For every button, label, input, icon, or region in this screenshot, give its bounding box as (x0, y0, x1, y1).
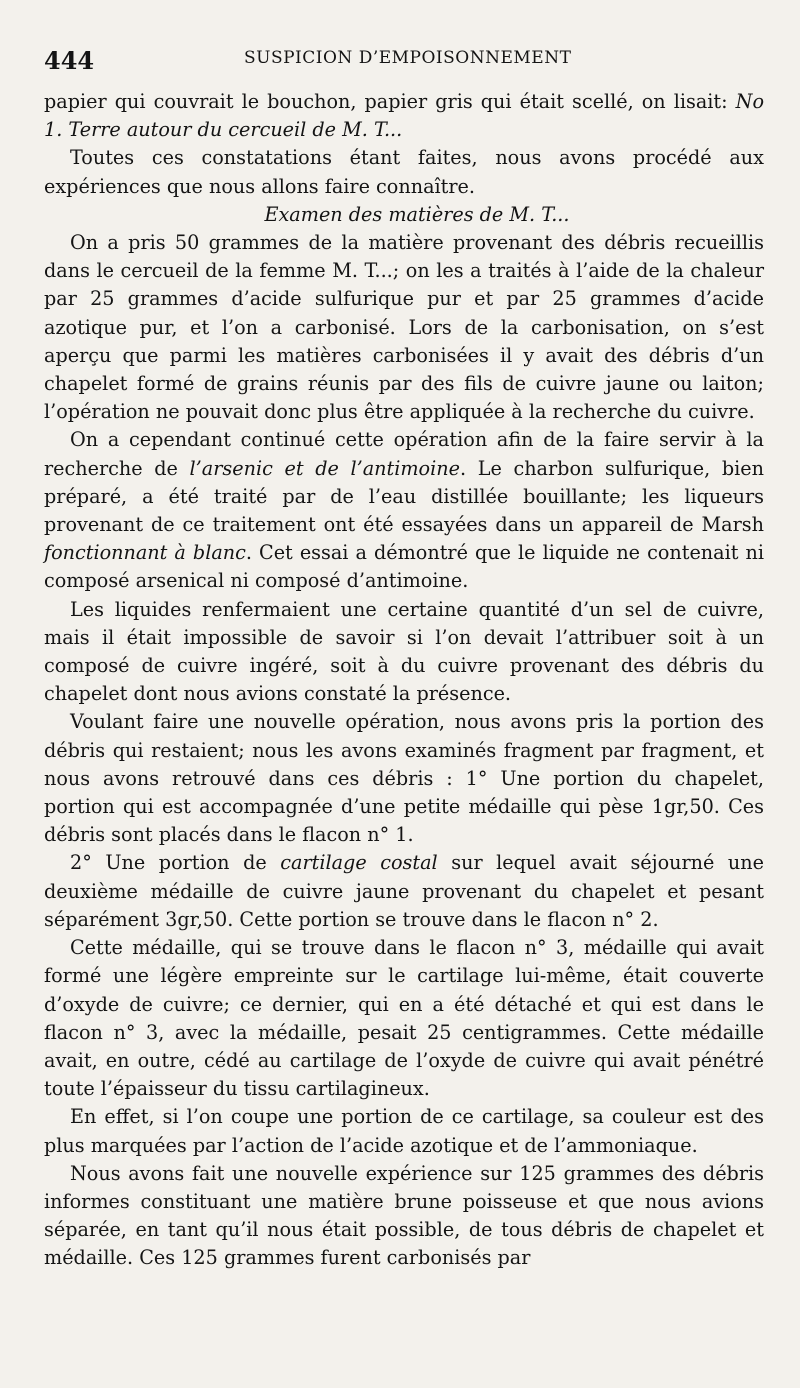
paragraph (44, 1160, 764, 1273)
italic-text: fonctionnant à blanc (44, 541, 246, 565)
text-run: Voulant faire une nouvelle opération, nous avons pris la portion des débris qui restaient; nous les avons examinés fragment par fragment, et nous avons retrouvé dans ces débris : 1° Une portion du chapelet, portion qui est accompagnée d’une petite médaille qui pèse 1gr,50. Ces débris sont placés dans le flacon n° 1. (44, 710, 764, 847)
text-run: Les liquides renfermaient une certaine quantité d’un sel de cuivre, mais il était impossible de savoir si l’on devait l’attribuer soit à un composé de cuivre ingéré, soit à du cuivre provenant des débris du chapelet dont nous avions constaté la présence. (44, 597, 764, 706)
running-title: SUSPICION D’EMPOISONNEMENT (244, 48, 572, 68)
paragraph (44, 426, 764, 595)
text-run: En effet, si l’on coupe une portion de ce cartilage, sa couleur est des plus marquées par l’action de l’acide azotique et de l’ammoniaque. (44, 1105, 764, 1157)
paragraph (44, 1103, 764, 1159)
body-text (44, 88, 764, 1273)
text-run: papier qui couvrait le bouchon, papier gris qui était scellé, on lisait: (44, 90, 736, 113)
italic-text: No 1. Terre autour du cercueil de M. T... (44, 90, 764, 142)
text-run: sur lequel avait séjourné une deuxième médaille de cuivre jaune provenant du chapelet et pesant séparément 3gr,50. Cette portion se trouve dans le flacon n° 2. (44, 851, 765, 931)
paragraph (44, 596, 764, 709)
italic-text: cartilage costal (280, 851, 438, 875)
text-run: On a cependant continué cette opération afin de la faire servir à la recherche de (44, 428, 764, 480)
paragraph (44, 849, 764, 934)
text-run: Toutes ces constatations étant faites, nous avons procédé aux expériences que nous allons faire connaître. (44, 146, 764, 198)
text-run: Nous avons fait une nouvelle expérience sur 125 grammes des débris informes constituant une matière brune poisseuse et que nous avions séparée, en tant qu’il nous était possible, de tous débris de chapelet et médaille. Ces 125 grammes furent carbonisés par (44, 1161, 764, 1270)
text-run: On a pris 50 grammes de la matière provenant des débris recueillis dans le cercueil de la femme M. T...; on les a traités à l’aide de la chaleur par 25 grammes d’acide sulfurique pur et par 25 grammes d’acide azotique pur, et l’on a carbonisé. Lors de la carbonisation, on s’est aperçu que parmi les matières carbonisées il y avait des débris d’un chapelet formé de grains réunis par des fils de cuivre jaune ou laiton; l’opération ne pouvait donc plus être appliquée à la recherche du cuivre. (44, 231, 764, 424)
section-heading: Examen des matières de M. T... (264, 202, 570, 226)
paragraph (44, 88, 764, 144)
text-run: Cette médaille, qui se trouve dans le flacon n° 3, médaille qui avait formé une légère empreinte sur le cartilage lui-même, était couverte d’oxyde de cuivre; ce dernier, qui en a été détaché et qui est dans le flacon n° 3, avec la médaille, pesait 25 centigrammes. Cette médaille avait, en outre, cédé au cartilage de l’oxyde de cuivre qui avait pénétré toute l’épaisseur du tissu cartilagineux. (44, 936, 764, 1101)
text-run: . Le charbon sulfurique, bien préparé, a été traité par de l’eau distillée bouillante; les liqueurs provenant de ce traitement ont été essayées dans un appareil de Marsh (44, 456, 764, 537)
paragraph (44, 144, 764, 200)
page-header (44, 40, 764, 80)
page-number: 444 (44, 46, 95, 75)
italic-text: l’arsenic et de l’antimoine (189, 456, 460, 480)
paragraph (44, 934, 764, 1103)
text-run: 2° Une portion de (70, 851, 281, 875)
paragraph (44, 229, 764, 426)
text-run: . Cet essai a démontré que le liquide ne contenait ni composé arsenical ni composé d’antimoine. (44, 541, 764, 593)
paragraph (44, 708, 764, 849)
